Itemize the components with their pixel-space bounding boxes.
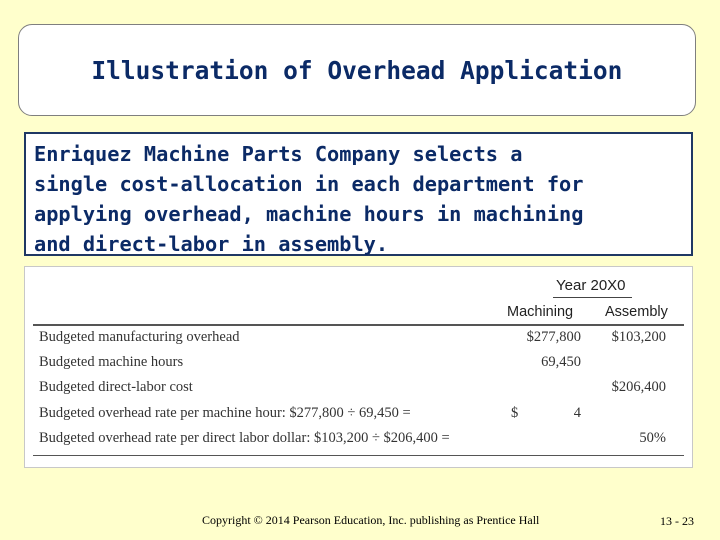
- intro-box: [24, 132, 693, 256]
- year-header: Year 20X0: [556, 277, 626, 294]
- machining-cell: $277,800: [526, 329, 581, 345]
- column-header-assembly: Assembly: [605, 304, 668, 320]
- year-underline: [553, 297, 632, 298]
- machining-cell: 4: [573, 405, 581, 421]
- slide-title: Illustration of Overhead Application: [91, 55, 623, 85]
- row-label: Budgeted direct-labor cost: [39, 379, 193, 395]
- title-box: [18, 24, 696, 116]
- row-label: Budgeted manufacturing overhead: [39, 329, 240, 345]
- assembly-cell: 50%: [639, 430, 666, 446]
- page-number: 13 - 23: [660, 514, 694, 528]
- assembly-cell: $103,200: [611, 329, 666, 345]
- dollar-sign: $: [511, 405, 519, 421]
- machining-cell: 69,450: [541, 354, 581, 370]
- intro-line: and direct-labor in assembly.: [34, 232, 389, 256]
- table-row: [25, 405, 694, 429]
- intro-line: Enriquez Machine Parts Company selects a: [34, 142, 523, 166]
- overhead-table: [24, 266, 693, 468]
- intro-line: single cost-allocation in each department for: [34, 172, 584, 196]
- intro-line: applying overhead, machine hours in machining: [34, 202, 584, 226]
- row-label: Budgeted overhead rate per machine hour: $277,800 ÷ 69,450 =: [39, 405, 411, 421]
- table-row: [25, 329, 694, 353]
- table-bottom-rule: [33, 455, 684, 456]
- assembly-cell: $206,400: [611, 379, 666, 395]
- row-label: Budgeted machine hours: [39, 354, 184, 370]
- row-label: Budgeted overhead rate per direct labor dollar: $103,200 ÷ $206,400 =: [39, 430, 450, 446]
- table-row: [25, 354, 694, 378]
- table-row: [25, 430, 694, 454]
- table-top-rule: [33, 324, 684, 326]
- column-header-machining: Machining: [507, 304, 574, 320]
- table-row: [25, 379, 694, 403]
- copyright-text: Copyright © 2014 Pearson Education, Inc. publishing as Prentice Hall: [202, 513, 540, 527]
